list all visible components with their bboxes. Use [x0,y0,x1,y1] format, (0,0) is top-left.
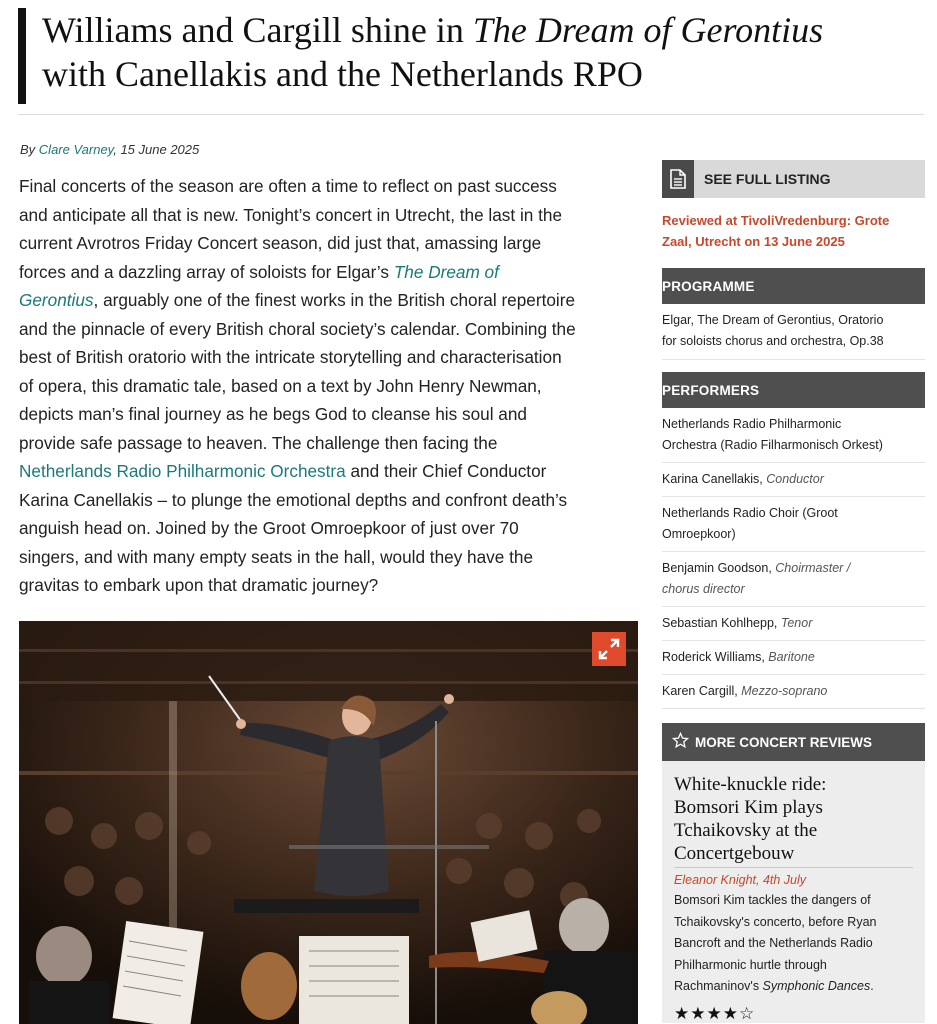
star-outline-icon [672,732,689,752]
sidebar [662,160,925,1023]
performers-heading: PERFORMERS [662,372,925,408]
performer-item: Benjamin Goodson, Choirmaster / chorus director [662,552,925,607]
performer-item: Netherlands Radio Choir (Groot Omroepkoor) [662,497,925,552]
review-card-title[interactable]: White-knuckle ride: Bomsori Kim plays Tchaikovsky at the Concertgebouw [674,773,913,868]
see-full-listing-label: SEE FULL LISTING [704,171,831,187]
work-link-line1[interactable]: The Dream of [393,261,499,282]
document-icon [662,160,694,198]
performer-item: Karen Cargill, Mezzo-soprano [662,675,925,709]
review-card-author: Eleanor Knight, 4th July [674,873,807,887]
headline-divider [18,114,924,115]
author-link[interactable]: Clare Varney [38,142,114,157]
headline-line2: with Canellakis and the Netherlands RPO [42,54,643,94]
programme-details: Elgar, The Dream of Gerontius, Oratorio for soloists chorus and orchestra, Op.38 [662,304,925,360]
programme-heading: PROGRAMME [662,268,925,304]
work-link-line2[interactable]: Gerontius [19,290,94,310]
more-concert-reviews-heading[interactable]: MORE CONCERT REVIEWS [662,723,925,761]
expand-image-button[interactable] [592,632,626,666]
review-card[interactable] [662,761,925,1023]
review-card-summary: Bomsori Kim tackles the dangers of Tchaikovsky's concerto, before Ryan Bancroft and the Netherlands Radio Philharmonic hurtle through Rachmaninov's Symphonic Dances. [674,893,877,993]
reviewed-at: Reviewed at TivoliVredenburg: Grote Zaal, Utrecht on 13 June 2025 [662,213,890,249]
concert-photo[interactable] [19,621,638,1024]
performer-item: Roderick Williams, Baritone [662,641,925,675]
star-rating: ★★★★☆ [674,1003,756,1023]
performer-item: Netherlands Radio Philharmonic Orchestra (Radio Filharmonisch Orkest) [662,408,925,463]
byline: By Clare Varney, 15 June 2025 [20,142,200,157]
performer-item: Karina Canellakis, Conductor [662,463,925,497]
expand-icon [598,638,620,660]
page-title [42,8,924,96]
orchestra-link[interactable]: Netherlands Radio Philharmonic Orchestra [19,461,346,481]
headline-block [18,8,924,104]
performer-item: Sebastian Kohlhepp, Tenor [662,607,925,641]
headline-line1: Williams and Cargill shine in The Dream of Gerontius [42,10,824,50]
see-full-listing-button[interactable] [662,160,925,198]
concert-photo-illustration [19,621,638,1024]
publish-date: , 15 June 2025 [113,142,200,157]
article-body: Final concerts of the season are often a time to reflect on past success and anticipate all that is new. Tonight’s concert in Utrecht, the last in the current Avrotros Friday Concert season, did just that, amassing large forces and a dazzling array of soloists for Elgar’s The Dream of Gerontius, arguably one of the finest works in the British choral repertoire and the pinnacle of every British choral society’s calendar. Combining the best of British oratorio with the intricate storytelling and characterisation of opera, this dramatic tale, based on a text by John Henry Newman, depicts man’s final journey as he begs God to cleanse his soul and provide safe passage to heaven. The challenge then facing the Netherlands Radio Philharmonic Orchestra and their Chief Conductor Karina Canellakis – to plunge the emotional depths and confront death’s anguish head on. Joined by the Groot Omroepkoor of just over 70 singers, and with many empty seats in the hall, would they have the gravitas to embark upon that dramatic journey? [19,176,576,595]
